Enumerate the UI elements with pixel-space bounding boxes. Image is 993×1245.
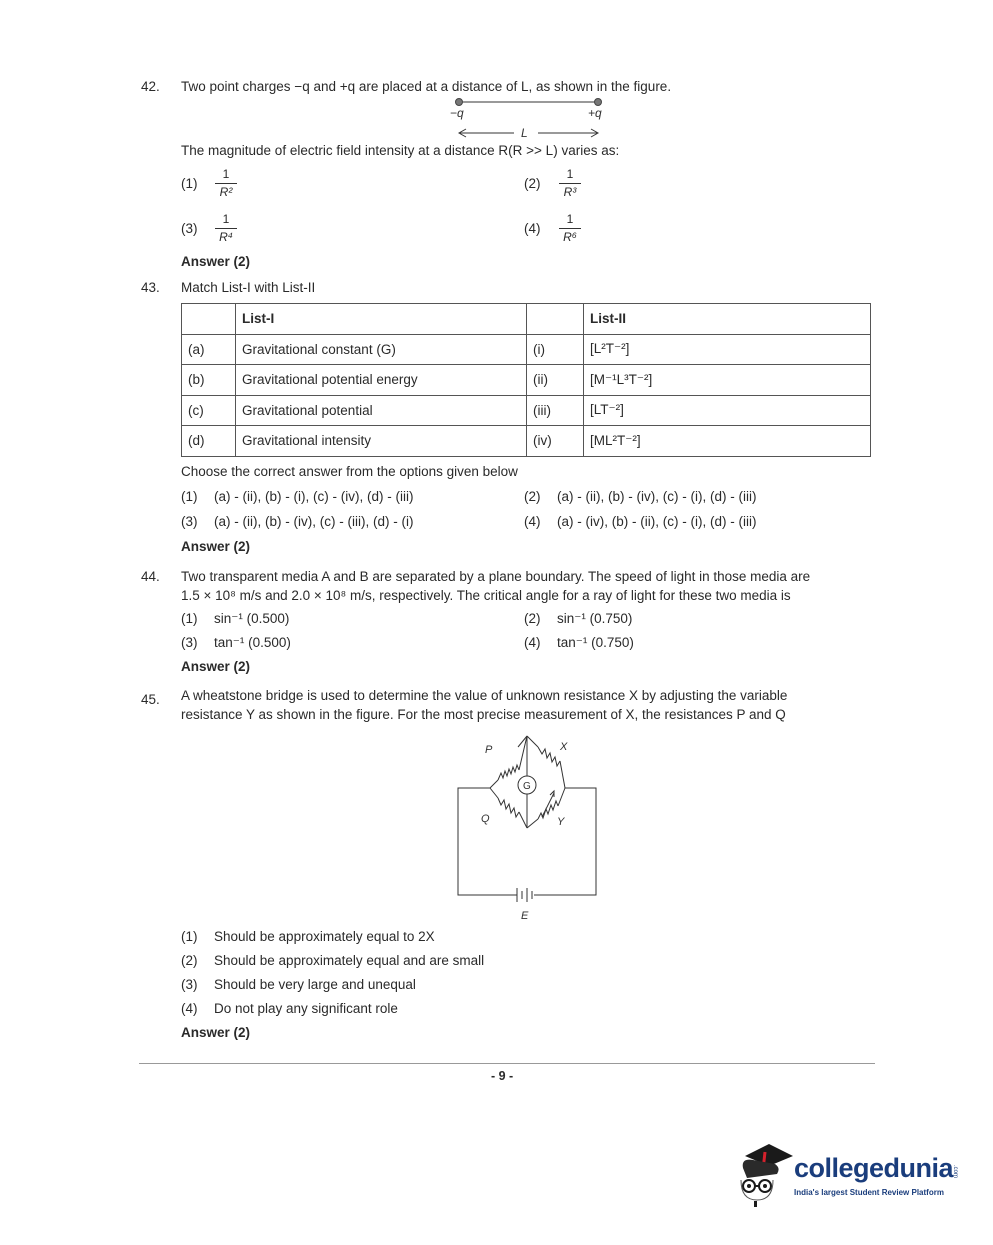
row-item: Gravitational intensity <box>236 426 527 457</box>
q45-number: 45. <box>141 692 160 707</box>
row-key: (d) <box>182 426 236 457</box>
q45-option-4-text: Do not play any significant role <box>214 1001 398 1016</box>
q45-option-4-label: (4) <box>181 1001 198 1016</box>
q42-option-3-label: (3) <box>181 221 198 236</box>
table-row <box>182 365 871 396</box>
q42-number: 42. <box>141 79 160 94</box>
footer-divider <box>139 1063 875 1064</box>
q44-option-1-text: sin⁻¹ (0.500) <box>214 611 290 626</box>
q42-answer: Answer (2) <box>181 254 251 269</box>
resistor-y <box>538 801 558 819</box>
q43-stem: Match List-I with List-II <box>181 280 316 295</box>
q42-option-3-fraction <box>211 212 241 244</box>
row-roman: (i) <box>527 334 584 365</box>
match-table <box>181 303 871 457</box>
row-dimension: [M⁻¹L³T⁻²] <box>584 365 871 396</box>
q43-choose-text: Choose the correct answer from the options given below <box>181 464 518 479</box>
q43-option-4-label: (4) <box>524 514 541 529</box>
row-dimension: [ML²T⁻²] <box>584 426 871 457</box>
q43-option-3-label: (3) <box>181 514 198 529</box>
label-y: Y <box>557 816 565 828</box>
q43-number: 43. <box>141 280 160 295</box>
table-row <box>182 426 871 457</box>
q43-option-2-text: (a) - (ii), (b) - (iv), (c) - (i), (d) - (iii) <box>557 489 757 504</box>
mascot-icon <box>735 1138 795 1208</box>
table-header-row <box>182 304 871 335</box>
label-p: P <box>485 744 493 756</box>
resistor-q <box>498 798 519 817</box>
q45-option-1-label: (1) <box>181 929 198 944</box>
q44-option-1-label: (1) <box>181 611 198 626</box>
fraction-numerator: 1 <box>566 212 574 226</box>
positive-charge <box>595 99 602 106</box>
fraction-numerator: 1 <box>222 212 230 226</box>
row-item: Gravitational potential <box>236 395 527 426</box>
dipole-figure <box>440 94 615 144</box>
q42-option-1-fraction <box>211 167 241 199</box>
q43-answer: Answer (2) <box>181 539 251 554</box>
q45-option-3-label: (3) <box>181 977 198 992</box>
q42-option-2-label: (2) <box>524 176 541 191</box>
q42-stem: Two point charges −q and +q are placed at a distance of L, as shown in the figure. <box>181 79 672 94</box>
q45-text-line1: A wheatstone bridge is used to determine the value of unknown resistance X by adjusting the variable <box>181 688 788 703</box>
row-key: (a) <box>182 334 236 365</box>
q44-option-3-text: tan⁻¹ (0.500) <box>214 635 291 650</box>
q42-option-4-label: (4) <box>524 221 541 236</box>
fraction-numerator: 1 <box>566 167 574 181</box>
brand-name: collegedunia <box>794 1153 954 1183</box>
distance-label: L <box>521 126 528 140</box>
row-dimension: [LT⁻²] <box>584 395 871 426</box>
q43-option-2-label: (2) <box>524 489 541 504</box>
q42-option-2-fraction <box>555 167 585 199</box>
q42-option-1-label: (1) <box>181 176 198 191</box>
q45-option-3-text: Should be very large and unequal <box>214 977 416 992</box>
row-key: (c) <box>182 395 236 426</box>
q45-answer: Answer (2) <box>181 1025 251 1040</box>
negative-charge <box>456 99 463 106</box>
q44-number: 44. <box>141 569 160 584</box>
q44-text-line2: 1.5 × 10⁸ m/s and 2.0 × 10⁸ m/s, respectively. The critical angle for a ray of light for these two media is <box>181 588 791 603</box>
q44-option-2-label: (2) <box>524 611 541 626</box>
label-x: X <box>560 741 568 753</box>
fraction-denominator: R⁴ <box>219 230 233 244</box>
q44-option-4-text: tan⁻¹ (0.750) <box>557 635 634 650</box>
brand-domain: .com <box>952 1165 958 1179</box>
neg-charge-label: −q <box>450 106 464 120</box>
q42-subquestion: The magnitude of electric field intensity at a distance R(R >> L) varies as: <box>181 143 620 158</box>
q44-option-3-label: (3) <box>181 635 198 650</box>
label-e: E <box>521 910 529 922</box>
q45-option-2-label: (2) <box>181 953 198 968</box>
q43-option-4-text: (a) - (iv), (b) - (ii), (c) - (i), (d) - (iii) <box>557 514 757 529</box>
q43-option-3-text: (a) - (ii), (b) - (iv), (c) - (iii), (d) - (i) <box>214 514 414 529</box>
q43-option-1-label: (1) <box>181 489 198 504</box>
resistor-p <box>498 765 519 780</box>
q44-answer: Answer (2) <box>181 659 251 674</box>
q45-text-line2: resistance Y as shown in the figure. For the most precise measurement of X, the resistances P and Q <box>181 707 786 722</box>
q44-option-2-text: sin⁻¹ (0.750) <box>557 611 633 626</box>
q43-option-1-text: (a) - (ii), (b) - (i), (c) - (iv), (d) - (iii) <box>214 489 414 504</box>
page-number: - 9 - <box>491 1069 514 1083</box>
fraction-numerator: 1 <box>222 167 230 181</box>
resistor-x <box>538 747 560 766</box>
label-q: Q <box>481 813 490 825</box>
row-item: Gravitational potential energy <box>236 365 527 396</box>
table-row <box>182 334 871 365</box>
q45-option-2-text: Should be approximately equal and are small <box>214 953 485 968</box>
q44-option-4-label: (4) <box>524 635 541 650</box>
wheatstone-bridge-figure <box>450 733 610 925</box>
pos-charge-label: +q <box>588 106 602 120</box>
fraction-denominator: R³ <box>563 185 577 199</box>
q45-option-1-text: Should be approximately equal to 2X <box>214 929 435 944</box>
fraction-denominator: R² <box>219 185 233 199</box>
row-key: (b) <box>182 365 236 396</box>
row-item: Gravitational constant (G) <box>236 334 527 365</box>
row-roman: (ii) <box>527 365 584 396</box>
row-roman: (iii) <box>527 395 584 426</box>
q42-option-4-fraction <box>555 212 585 244</box>
list2-header: List-II <box>584 304 871 335</box>
row-roman: (iv) <box>527 426 584 457</box>
q44-text-line1: Two transparent media A and B are separated by a plane boundary. The speed of light in those media are <box>181 569 811 584</box>
table-row <box>182 395 871 426</box>
brand-tagline: India's largest Student Review Platform <box>794 1188 944 1197</box>
row-dimension: [L²T⁻²] <box>584 334 871 365</box>
list1-header: List-I <box>236 304 527 335</box>
fraction-denominator: R⁶ <box>563 230 577 244</box>
label-g: G <box>523 781 531 792</box>
